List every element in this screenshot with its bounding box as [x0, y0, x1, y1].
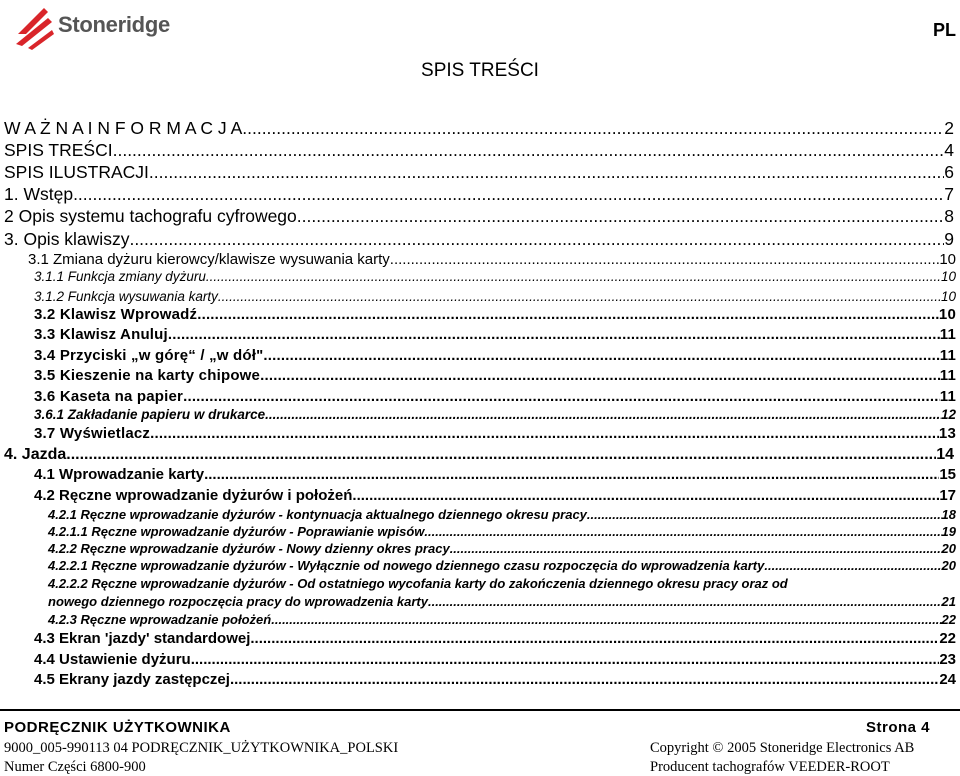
toc-entry[interactable] [34, 671, 956, 688]
toc-leader-dots [113, 140, 945, 161]
toc-leader-dots [297, 206, 944, 227]
toc-entry-page: 8 [944, 206, 954, 226]
toc-entry[interactable] [34, 269, 956, 284]
toc-leader-dots [66, 446, 936, 464]
toc-entry-label: 3. Opis klawiszy [4, 229, 130, 249]
toc-entry-label: SPIS TREŚCI [4, 140, 113, 160]
toc-entry[interactable] [34, 306, 956, 323]
toc-entry-label: 4.5 Ekrany jazdy zastępczej [34, 671, 230, 688]
toc-entry[interactable] [34, 289, 956, 304]
toc-leader-dots [390, 251, 940, 268]
toc-leader-dots [265, 407, 941, 422]
toc-entry-page: 13 [938, 425, 956, 442]
toc-leader-dots [587, 507, 942, 522]
toc-entry-label: 4.2 Ręczne wprowadzanie dyżurów i położeń [34, 487, 353, 504]
toc-leader-dots [271, 612, 941, 627]
toc-entry[interactable] [28, 251, 956, 268]
toc-entry-page: 20 [941, 558, 956, 573]
toc-entry-label: 3.6 Kaseta na papier [34, 388, 184, 405]
toc-entry-label: 3.7 Wyświetlacz [34, 425, 151, 442]
toc-entry-page: 10 [940, 269, 956, 284]
toc-entry[interactable] [4, 229, 954, 250]
toc-entry-page: 10 [939, 251, 956, 268]
toc-leader-dots [204, 466, 939, 483]
toc-entry-label: 3.1.1 Funkcja zmiany dyżuru [34, 269, 206, 284]
toc-entry-label: nowego dziennego rozpoczęcia pracy do wprowadzenia karty [48, 594, 428, 609]
toc-leader-dots [191, 651, 940, 668]
toc-entry-page: 18 [941, 507, 956, 522]
toc-entry-label: 3.2 Klawisz Wprowadź [34, 306, 198, 323]
toc-entry-label: W A Ż N A I N F O R M A C J A [4, 118, 243, 138]
toc-entry-page: 21 [941, 594, 956, 609]
toc-entry[interactable] [4, 446, 954, 464]
toc-leader-dots [149, 162, 944, 183]
toc-entry-label: 4.2.1 Ręczne wprowadzanie dyżurów - kontynuacja aktualnego dziennego okresu pracy [48, 507, 587, 522]
footer-copyright: Copyright © 2005 Stoneridge Electronics AB [650, 740, 915, 756]
toc-entry-page: 11 [939, 367, 956, 384]
toc-entry[interactable] [34, 388, 956, 405]
footer-page-number: Strona 4 [865, 719, 930, 736]
toc-leader-dots [218, 289, 941, 304]
toc-entry[interactable] [34, 651, 956, 668]
toc-entry[interactable] [4, 206, 954, 227]
toc-entry-label: 4.2.2.1 Ręczne wprowadzanie dyżurów - Wyłącznie od nowego dziennego czasu rozpoczęcia do wprowadzenia karty [48, 558, 765, 573]
toc-leader-dots [197, 306, 939, 323]
toc-entry-page: 24 [939, 671, 956, 688]
toc-entry-page: 19 [941, 524, 956, 539]
toc-leader-dots [764, 558, 941, 573]
toc-entry[interactable] [48, 524, 956, 539]
toc-entry-page: 17 [939, 487, 956, 504]
toc-entry[interactable] [34, 347, 956, 364]
toc-entry-label: 3.1 Zmiana dyżuru kierowcy/klawisze wysuwania karty [28, 251, 390, 268]
toc-entry-label: 1. Wstęp [4, 184, 74, 204]
toc-leader-dots [250, 630, 939, 647]
toc-leader-dots [230, 671, 939, 688]
toc-entry-label: SPIS ILUSTRACJI [4, 162, 149, 182]
page-title: SPIS TREŚCI [421, 60, 539, 81]
toc-entry-page: 14 [936, 446, 954, 463]
footer-document-id: 9000_005-990113 04 PODRĘCZNIK_UŻYTKOWNIKA_POLSKI [4, 740, 399, 756]
language-code: PL [932, 20, 956, 40]
toc-leader-dots [168, 326, 940, 343]
stoneridge-logo-icon [14, 4, 58, 52]
toc-entry-page: 7 [944, 184, 954, 204]
toc-entry-page: 20 [941, 541, 956, 556]
toc-entry[interactable] [48, 541, 956, 556]
toc-leader-dots [183, 388, 940, 405]
toc-entry[interactable] [34, 487, 956, 504]
toc-entry-label: 4.4 Ustawienie dyżuru [34, 651, 191, 668]
toc-leader-dots [450, 541, 942, 556]
toc-entry-label: 3.4 Przyciski „w górę“ / „w dół" [34, 347, 264, 364]
toc-entry-page: 10 [938, 306, 956, 323]
toc-entry[interactable] [34, 425, 956, 442]
toc-entry-page: 22 [941, 612, 956, 627]
toc-leader-dots [129, 229, 944, 250]
toc-leader-dots [424, 524, 941, 539]
toc-entry-page: 15 [939, 466, 956, 483]
toc-entry[interactable] [34, 407, 956, 422]
toc-entry-page: 11 [939, 347, 956, 364]
toc-entry[interactable] [4, 118, 954, 139]
toc-entry[interactable] [48, 612, 956, 627]
toc-entry[interactable] [48, 507, 956, 522]
footer-part-number: Numer Części 6800-900 [4, 759, 146, 775]
toc-entry[interactable] [4, 140, 954, 161]
toc-entry[interactable] [34, 466, 956, 483]
toc-entry[interactable] [34, 326, 956, 343]
toc-leader-dots [260, 367, 940, 384]
toc-entry-label: 3.3 Klawisz Anuluj [34, 326, 168, 343]
toc-entry-label: 4.2.3 Ręczne wprowadzanie położeń [48, 612, 272, 627]
toc-entry-label: 3.1.2 Funkcja wysuwania karty [34, 289, 218, 304]
toc-leader-dots [242, 118, 944, 139]
brand-name: Stoneridge [58, 12, 170, 37]
toc-entry-label: 4.2.2 Ręczne wprowadzanie dyżurów - Nowy dzienny okres pracy [48, 541, 450, 556]
toc-entry-page: 11 [939, 326, 956, 343]
toc-entry-label: 4.1 Wprowadzanie karty [34, 466, 205, 483]
footer-manual-title: PODRĘCZNIK UŻYTKOWNIKA [4, 719, 231, 736]
toc-entry-page: 2 [944, 118, 954, 138]
toc-entry[interactable] [48, 558, 956, 573]
toc-entry[interactable] [34, 367, 956, 384]
toc-entry-label: 4. Jazda [4, 446, 67, 463]
toc-entry-page: 9 [944, 229, 954, 249]
toc-entry-page: 4 [944, 140, 954, 160]
toc-entry-label: 4.2.1.1 Ręczne wprowadzanie dyżurów - Poprawianie wpisów [48, 524, 425, 539]
toc-leader-dots [73, 184, 944, 205]
toc-leader-dots [428, 594, 942, 609]
toc-entry-page: 22 [939, 630, 956, 647]
footer-divider [0, 709, 960, 711]
toc-entry-page: 11 [939, 388, 956, 405]
toc-leader-dots [150, 425, 939, 442]
toc-entry-label: 3.5 Kieszenie na karty chipowe [34, 367, 261, 384]
toc-leader-dots [263, 347, 939, 364]
toc-leader-dots [206, 269, 941, 284]
toc-entry-label: 2 Opis systemu tachografu cyfrowego [4, 206, 297, 226]
toc-entry-page: 10 [940, 289, 956, 304]
toc-entry[interactable] [4, 184, 954, 205]
toc-entry-page: 12 [940, 407, 956, 422]
toc-entry-page: 23 [939, 651, 956, 668]
toc-entry-label[interactable]: 4.2.2.2 Ręczne wprowadzanie dyżurów - Od ostatniego wycofania karty do zakończenia dziennego okresu pracy oraz od [48, 576, 788, 591]
toc-leader-dots [352, 487, 939, 504]
toc-entry[interactable] [48, 594, 956, 609]
stoneridge-logo [14, 4, 214, 54]
toc-entry-label: 4.3 Ekran 'jazdy' standardowej [34, 630, 251, 647]
toc-entry-page: 6 [944, 162, 954, 182]
toc-entry[interactable] [4, 162, 954, 183]
toc-entry-label: 3.6.1 Zakładanie papieru w drukarce [34, 407, 266, 422]
toc-entry[interactable] [34, 630, 956, 647]
footer-producer: Producent tachografów VEEDER-ROOT [650, 759, 890, 775]
